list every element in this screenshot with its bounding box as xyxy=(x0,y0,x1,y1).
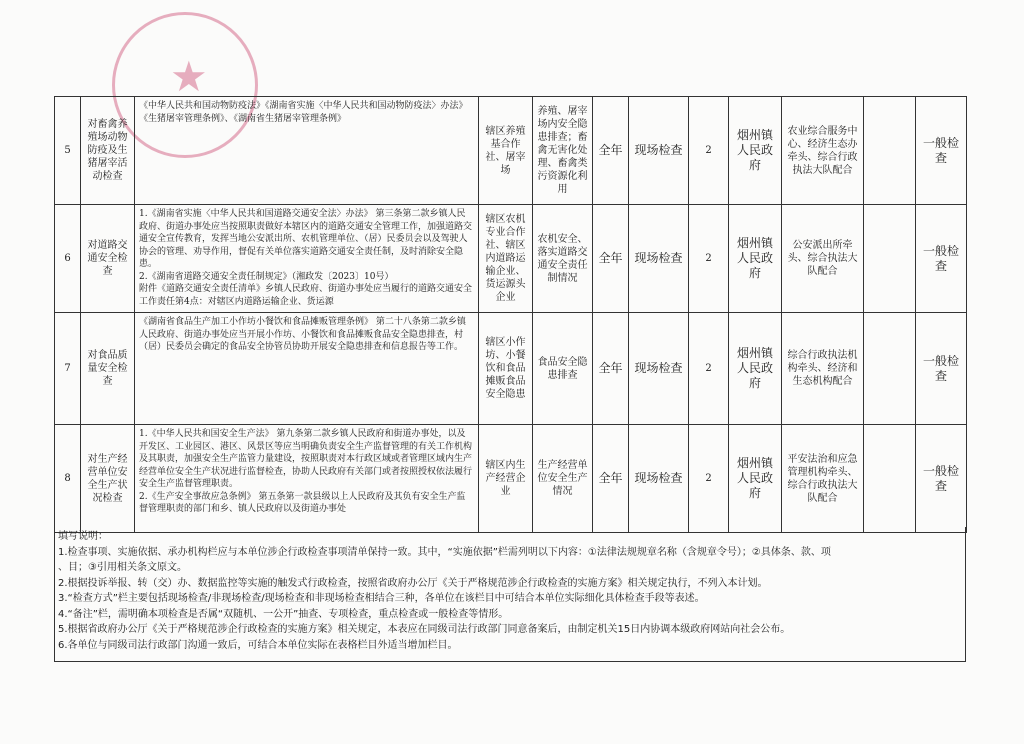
table-row xyxy=(55,205,967,313)
table-row xyxy=(55,97,967,205)
inspection-content: 生产经营单位安全生产情况 xyxy=(533,425,593,533)
notes-line: 2.根据投诉举报、转（交）办、数据监控等实施的触发式行政检查，按照省政府办公厅《关于严格规范涉企行政检查的实施方案》相关规定执行，不列入本计划。 xyxy=(58,577,768,589)
row-number: 5 xyxy=(55,97,81,205)
blank-cell xyxy=(864,313,916,425)
legal-basis xyxy=(135,313,479,425)
inspection-item: 对生产经营单位安全生产状况检查 xyxy=(81,425,135,533)
legal-basis xyxy=(135,205,479,313)
inspection-frequency: 全年 xyxy=(593,205,629,313)
host-organization: 烟州镇人民政府 xyxy=(729,205,782,313)
inspection-object: 辖区小作坊、小餐饮和食品摊贩食品安全隐患 xyxy=(479,313,533,425)
host-organization: 烟州镇人民政府 xyxy=(729,313,782,425)
inspection-object: 辖区内生产经营企业 xyxy=(479,425,533,533)
inspection-frequency: 全年 xyxy=(593,97,629,205)
notes-title: 填写说明： xyxy=(58,531,108,542)
seal-star-icon: ★ xyxy=(170,52,208,101)
notes-line: 1.检查事项、实施依据、承办机构栏应与本单位涉企行政检查事项清单保持一致。其中，“实施依据”栏需列明以下内容：①法律法规规章名称（含规章令号）；②具体条、款、项 xyxy=(58,546,831,558)
inspection-method: 现场检查 xyxy=(629,313,689,425)
legal-basis-paragraph: 1.《湖南省实施〈中华人民共和国道路交通安全法〉办法》 第三条第二款乡镇人民政府、街道办事处应当按照职责做好本辖区内的道路交通安全管理工作，加强道路交通安全宣传教育，发挥当地公安派出所、农机管理单位、（居）民委员会以及驾驶人协会的管理、劝导作用，督促有关单位落实道路交通安全责任制，及时消除安全隐患。 xyxy=(139,209,473,269)
inspection-content: 养殖、屠宰场内安全隐患排查；畜禽无害化处理、畜禽类污资源化利用 xyxy=(533,97,593,205)
inspection-count: 2 xyxy=(689,205,729,313)
inspection-item: 对道路交通安全检查 xyxy=(81,205,135,313)
blank-cell xyxy=(864,425,916,533)
legal-basis-paragraph: 《湖南省食品生产加工小作坊小餐饮和食品摊贩管理条例》 第二十八条第二款乡镇人民政府、街道办事处应当开展小作坊、小餐饮和食品摊贩食品安全隐患排查，村（居）民委员会确定的食品安全协管员协助开展安全隐患排查和信息报告等工作。 xyxy=(139,317,466,352)
notes-line: 5.根据省政府办公厅《关于严格规范涉企行政检查的实施方案》相关规定，本表应在同级司法行政部门同意备案后，由制定机关15日内协调本级政府网站向社会公布。 xyxy=(58,624,791,635)
remark: 一般检查 xyxy=(916,205,967,313)
cooperating-organizations: 平安法治和应急管理机构牵头、综合行政执法大队配合 xyxy=(782,425,864,533)
inspection-item: 对畜禽养殖场动物防疫及生猪屠宰活动检查 xyxy=(81,97,135,205)
legal-basis-paragraph: 2.《生产安全事故应急条例》 第五条第一款县级以上人民政府及其负有安全生产监督管理职责的部门和乡、镇人民政府以及街道办事处 xyxy=(139,491,466,514)
legal-basis xyxy=(135,425,479,533)
inspection-plan-table xyxy=(54,96,967,533)
host-organization: 烟州镇人民政府 xyxy=(729,97,782,205)
inspection-frequency: 全年 xyxy=(593,425,629,533)
table-row xyxy=(55,313,967,425)
remark: 一般检查 xyxy=(916,313,967,425)
row-number: 6 xyxy=(55,205,81,313)
inspection-count: 2 xyxy=(689,97,729,205)
notes-line: 、目；③引用相关条文原文。 xyxy=(58,562,187,573)
row-number: 7 xyxy=(55,313,81,425)
legal-basis-paragraph: 附件《道路交通安全责任清单》乡镇人民政府、街道办事处应当履行的道路交通安全工作责任第4点：对辖区内道路运输企业、货运源 xyxy=(139,284,473,307)
legal-basis-paragraph: 1.《中华人民共和国安全生产法》 第九条第二款乡镇人民政府和街道办事处，以及开发区、工业园区、港区、风景区等应当明确负责安全生产监督管理的有关工作机构及其职责，加强安全生产监管力量建设，按照职责对本行政区域或者管理区域内生产经营单位安全生产状况进行监督检查，协助人民政府有关部门或者按照授权依法履行安全生产监督管理职责。 xyxy=(139,429,473,489)
legal-basis-paragraph: 《中华人民共和国动物防疫法》《湖南省实施〈中华人民共和国动物防疫法〉办法》《生猪屠宰管理条例》、《湖南省生猪屠宰管理条例》 xyxy=(139,101,468,124)
remark: 一般检查 xyxy=(916,97,967,205)
inspection-count: 2 xyxy=(689,313,729,425)
inspection-item: 对食品质量安全检查 xyxy=(81,313,135,425)
table-row xyxy=(55,425,967,533)
host-organization: 烟州镇人民政府 xyxy=(729,425,782,533)
notes-line: 6.各单位与同级司法行政部门沟通一致后，可结合本单位实际在表格栏目外适当增加栏目。 xyxy=(58,639,458,651)
blank-cell xyxy=(864,97,916,205)
inspection-object: 辖区农机专业合作社、辖区内道路运输企业、货运源头企业 xyxy=(479,205,533,313)
notes-line: 4.“备注”栏，需明确本项检查是否属“双随机、一公开”抽查、专项检查，重点检查或一般检查等情形。 xyxy=(58,608,509,620)
inspection-method: 现场检查 xyxy=(629,425,689,533)
cooperating-organizations: 综合行政执法机构牵头、经济和生态机构配合 xyxy=(782,313,864,425)
cooperating-organizations: 农业综合服务中心、经济生态办牵头、综合行政执法大队配合 xyxy=(782,97,864,205)
notes-line: 3.“检查方式”栏主要包括现场检查/非现场检查/现场检查和非现场检查相结合三种，各单位在该栏目中可结合本单位实际细化具体检查手段等表述。 xyxy=(58,593,705,604)
cooperating-organizations: 公安派出所牵头、综合执法大队配合 xyxy=(782,205,864,313)
blank-cell xyxy=(864,205,916,313)
legal-basis-paragraph: 2.《湖南省道路交通安全责任制规定》（湘政发〔2023〕10号） xyxy=(139,271,394,282)
inspection-content: 农机安全、落实道路交通安全责任制情况 xyxy=(533,205,593,313)
inspection-method: 现场检查 xyxy=(629,97,689,205)
filling-notes xyxy=(54,527,966,662)
inspection-object: 辖区养殖基合作社、屠宰场 xyxy=(479,97,533,205)
remark: 一般检查 xyxy=(916,425,967,533)
legal-basis xyxy=(135,97,479,205)
inspection-frequency: 全年 xyxy=(593,313,629,425)
inspection-content: 食品安全隐患排查 xyxy=(533,313,593,425)
inspection-method: 现场检查 xyxy=(629,205,689,313)
row-number: 8 xyxy=(55,425,81,533)
inspection-count: 2 xyxy=(689,425,729,533)
